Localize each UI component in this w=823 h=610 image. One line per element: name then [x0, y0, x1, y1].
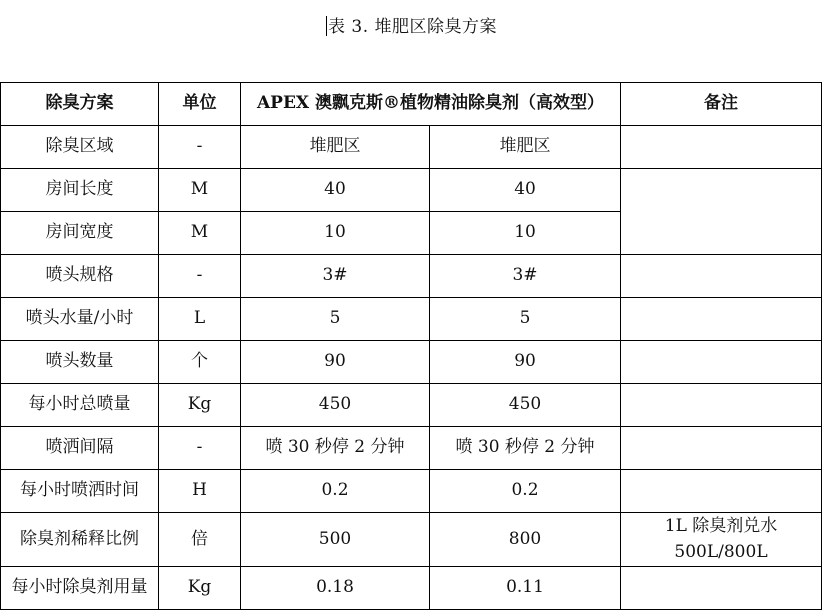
table-row	[1, 470, 822, 513]
row-label: 每小时总喷量	[1, 384, 159, 427]
header-product: APEX 澳飘克斯®植物精油除臭剂（高效型）	[241, 83, 621, 126]
row-unit: 倍	[159, 513, 241, 567]
row-value-2: 40	[430, 169, 621, 212]
row-value-1: 90	[241, 341, 430, 384]
row-label: 喷洒间隔	[1, 427, 159, 470]
row-remark-dilution	[621, 513, 822, 567]
row-unit: Kg	[159, 384, 241, 427]
row-value-1: 450	[241, 384, 430, 427]
row-remark	[621, 169, 822, 255]
row-unit: -	[159, 255, 241, 298]
row-value-2: 喷 30 秒停 2 分钟	[430, 427, 621, 470]
row-remark	[621, 384, 822, 427]
row-value-1: 500	[241, 513, 430, 567]
row-value-1: 10	[241, 212, 430, 255]
row-value-2: 450	[430, 384, 621, 427]
header-row	[1, 83, 822, 126]
table-row	[1, 427, 822, 470]
row-unit: 个	[159, 341, 241, 384]
table-row	[1, 341, 822, 384]
row-remark	[621, 126, 822, 169]
table-row	[1, 169, 822, 212]
remark-line-2: 500L/800L	[674, 542, 768, 563]
row-remark	[621, 566, 822, 609]
table-row	[1, 126, 822, 169]
row-value-2: 10	[430, 212, 621, 255]
header-scheme: 除臭方案	[1, 83, 159, 126]
row-value-1: 0.18	[241, 566, 430, 609]
row-value-1: 40	[241, 169, 430, 212]
row-label: 喷头数量	[1, 341, 159, 384]
row-remark	[621, 470, 822, 513]
row-label: 除臭区域	[1, 126, 159, 169]
row-value-2: 5	[430, 298, 621, 341]
row-unit: -	[159, 126, 241, 169]
header-unit: 单位	[159, 83, 241, 126]
row-value-2: 90	[430, 341, 621, 384]
row-label: 每小时喷洒时间	[1, 470, 159, 513]
row-unit: M	[159, 212, 241, 255]
row-value-2: 堆肥区	[430, 126, 621, 169]
caption-text: 表 3. 堆肥区除臭方案	[327, 17, 498, 37]
row-value-2: 800	[430, 513, 621, 567]
row-label: 喷头水量/小时	[1, 298, 159, 341]
row-value-2: 3#	[430, 255, 621, 298]
row-unit: -	[159, 427, 241, 470]
row-label: 房间长度	[1, 169, 159, 212]
row-remark	[621, 255, 822, 298]
deodorization-table	[0, 82, 822, 610]
remark-line-1: 1L 除臭剂兑水	[664, 516, 778, 536]
table-row	[1, 513, 822, 567]
row-unit: L	[159, 298, 241, 341]
row-remark	[621, 341, 822, 384]
row-value-2: 0.11	[430, 566, 621, 609]
table-row	[1, 255, 822, 298]
row-label: 每小时除臭剂用量	[1, 566, 159, 609]
row-value-1: 5	[241, 298, 430, 341]
header-remark: 备注	[621, 83, 822, 126]
row-label: 房间宽度	[1, 212, 159, 255]
row-label: 除臭剂稀释比例	[1, 513, 159, 567]
row-value-1: 堆肥区	[241, 126, 430, 169]
table-row	[1, 384, 822, 427]
text-cursor	[326, 16, 327, 36]
row-value-2: 0.2	[430, 470, 621, 513]
table-row	[1, 298, 822, 341]
table-caption	[0, 12, 823, 37]
row-value-1: 喷 30 秒停 2 分钟	[241, 427, 430, 470]
row-remark	[621, 298, 822, 341]
row-label: 喷头规格	[1, 255, 159, 298]
row-unit: H	[159, 470, 241, 513]
row-value-1: 3#	[241, 255, 430, 298]
table-row	[1, 566, 822, 609]
row-remark	[621, 427, 822, 470]
row-value-1: 0.2	[241, 470, 430, 513]
row-unit: Kg	[159, 566, 241, 609]
row-unit: M	[159, 169, 241, 212]
